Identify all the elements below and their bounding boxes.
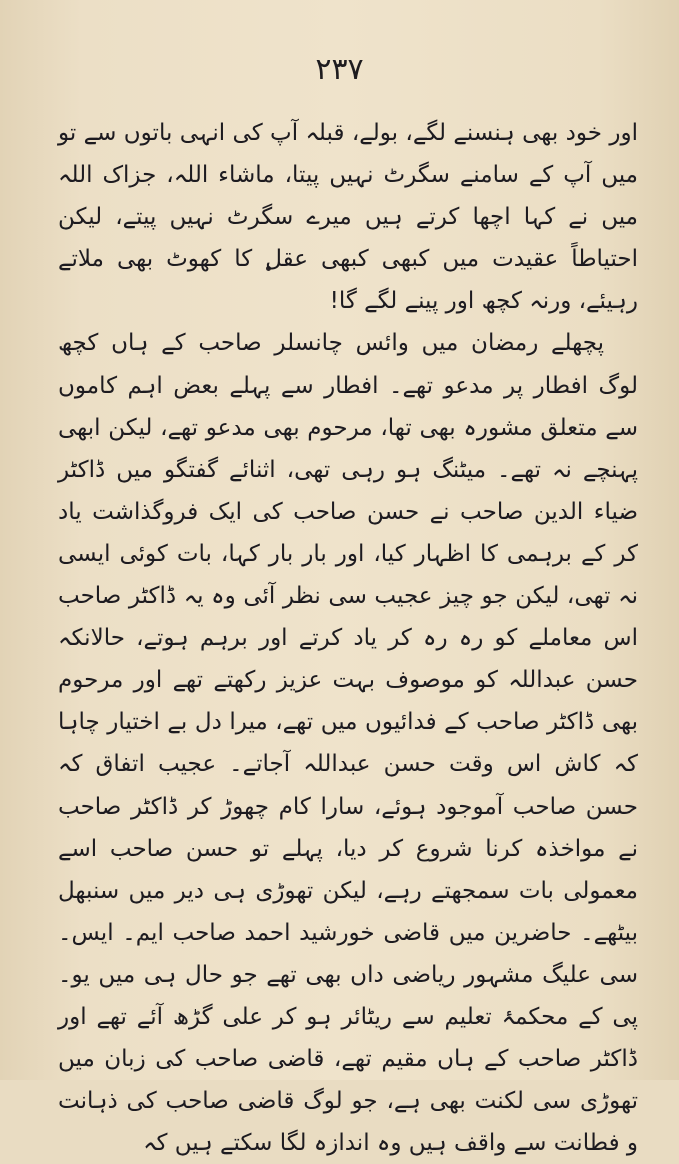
page-body xyxy=(58,112,638,1164)
paragraph: پچھلے رمضان میں وائس چانسلر صاحب کے ہاں کچھ لوگ افطار پر مدعو تھے۔ افطار سے پہلے بعض اہم کاموں سے متعلق مشورہ بھی تھا، مرحوم بھی مدعو تھے، لیکن ابھی پہنچے نہ تھے۔ میٹنگ ہو رہی تھی، اثنائے گفتگو میں ڈاکٹر ضیاء الدین صاحب نے حسن صاحب کی ایک فروگذاشت یاد کر کے برہمی کا اظہار کیا، اور بار بار کہا، بات کوئی ایسی نہ تھی، لیکن جو چیز عجیب سی نظر آئی وہ یہ ڈاکٹر صاحب اس معاملے کو رہ رہ کر یاد کرتے اور برہم ہوتے، حالانکہ حسن عبداللہ کو موصوف بہت عزیز رکھتے تھے اور مرحوم بھی ڈاکٹر صاحب کے فدائیوں میں تھے، میرا دل بے اختیار چاہا کہ کاش اس وقت حسن عبداللہ آجاتے۔ عجیب اتفاق کہ حسن صاحب آموجود ہوئے، سارا کام چھوڑ کر ڈاکٹر صاحب نے مواخذہ کرنا شروع کر دیا، پہلے تو حسن صاحب اسے معمولی بات سمجھتے رہے، لیکن تھوڑی ہی دیر میں سنبھل بیٹھے۔ حاضرین میں قاضی خورشید احمد صاحب ایم۔ ایس۔ سی علیگ مشہور ریاضی داں بھی تھے جو حال ہی میں یو۔پی کے محکمۂ تعلیم سے ریٹائر ہو کر علی گڑھ آئے تھے اور ڈاکٹر صاحب کے ہاں مقیم تھے، قاضی صاحب کی زبان میں تھوڑی سی لکنت بھی ہے، جو لوگ قاضی صاحب کی ذہانت و فطانت سے واقف ہیں وہ اندازہ لگا سکتے ہیں کہ xyxy=(58,330,638,1157)
page-number: ۲۳۷ xyxy=(315,52,364,87)
paragraph: اور خود بھی ہنسنے لگے، بولے، قبلہ آپ کی انہی باتوں سے تو میں آپ کے سامنے سگرٹ نہیں پیتا، ماشاء اللہ، جزاک اللہ میں نے کہا اچھا کرتے ہیں میرے سگرٹ نہیں پیتے، لیکن احتیاطاً عقیدت میں کبھی کبھی عقل کا کھوٹ بھی ملاتے رہیئے، ورنہ کچھ اور پینے لگے گا! xyxy=(58,120,638,315)
